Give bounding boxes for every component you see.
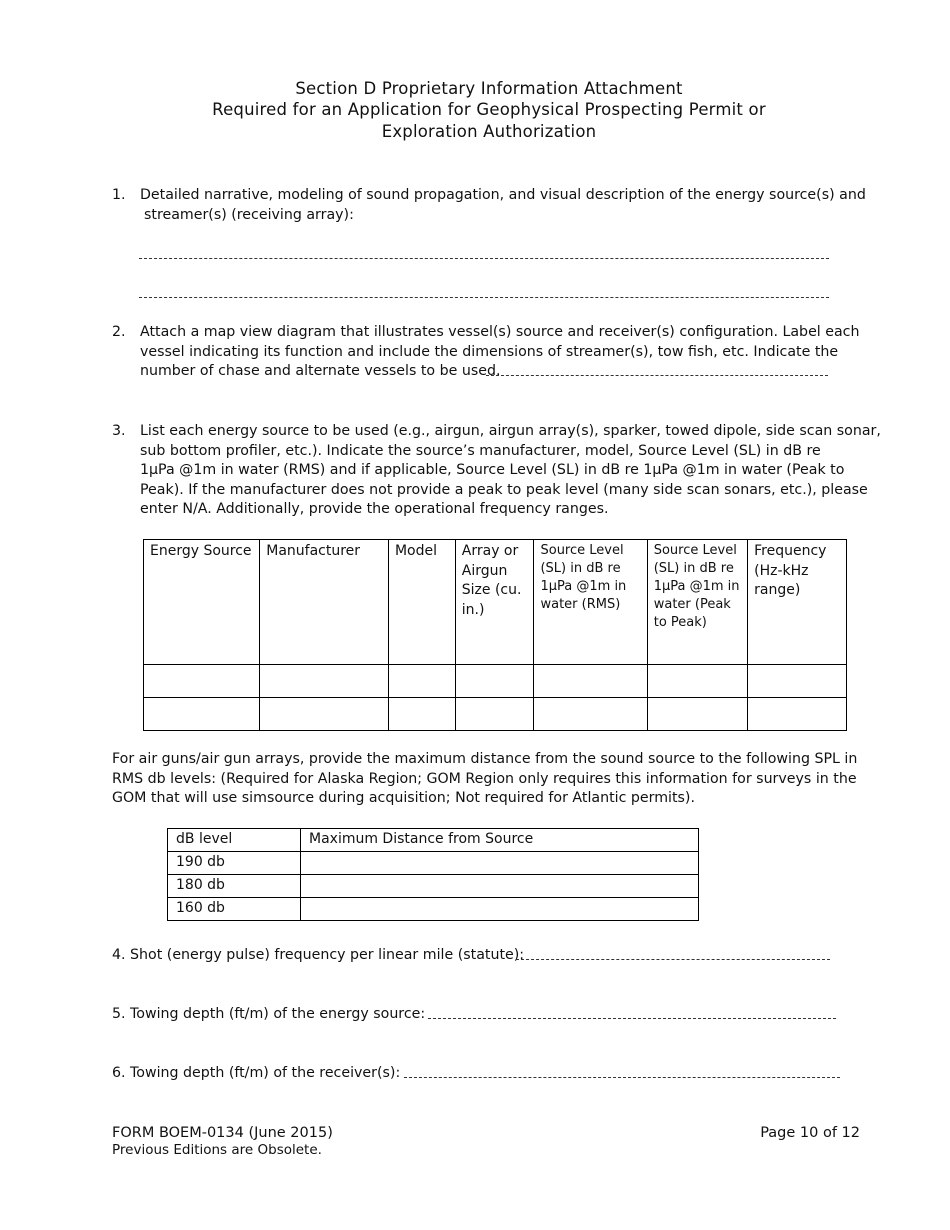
- table-cell[interactable]: [144, 698, 260, 731]
- table-row: [168, 852, 699, 875]
- db-level-190: 190 db: [168, 852, 301, 875]
- table-cell[interactable]: [388, 665, 455, 698]
- q1-line-2: streamer(s) (receiving array):: [144, 206, 354, 223]
- db-table-header-row: [168, 829, 699, 852]
- q6-label: 6. Towing depth (ft/m) of the receiver(s):: [112, 1065, 401, 1081]
- airgun-note: [112, 750, 902, 809]
- table-row: [168, 898, 699, 921]
- q3-text: [140, 422, 900, 520]
- db-level-180: 180 db: [168, 875, 301, 898]
- q2-number: 2.: [112, 324, 126, 340]
- header-manufacturer: Manufacturer: [260, 540, 389, 665]
- energy-source-table: [143, 539, 847, 731]
- q1-line-1: Detailed narrative, modeling of sound propagation, and visual description of the energy source(s) and: [140, 187, 866, 203]
- table-cell[interactable]: [748, 698, 847, 731]
- table-row: [144, 698, 847, 731]
- q5-answer-line[interactable]: [428, 1018, 836, 1019]
- table-cell[interactable]: [260, 665, 389, 698]
- table-cell[interactable]: [534, 698, 647, 731]
- header-array-size: Array or Airgun Size (cu. in.): [455, 540, 534, 665]
- table-row: [168, 875, 699, 898]
- table-cell[interactable]: [301, 898, 699, 921]
- q4-answer-line[interactable]: [516, 959, 830, 960]
- q1-answer-line-1[interactable]: [139, 258, 829, 259]
- header-source-level-peak: Source Level (SL) in dB re 1μPa @1m in water (Peak to Peak): [647, 540, 747, 665]
- table-row: [144, 665, 847, 698]
- header-frequency: Frequency (Hz-kHz range): [748, 540, 847, 665]
- table-cell[interactable]: [301, 852, 699, 875]
- q1-answer-line-2[interactable]: [139, 297, 829, 298]
- q3-line-1: List each energy source to be used (e.g., airgun, airgun array(s), sparker, towed dipole, side scan sonar,: [140, 423, 881, 439]
- airgun-note-line-2: RMS db levels: (Required for Alaska Region; GOM Region only requires this information for surveys in the: [112, 770, 857, 787]
- table-cell[interactable]: [455, 698, 534, 731]
- header-model: Model: [388, 540, 455, 665]
- title-line-2: Required for an Application for Geophysical Prospecting Permit or: [212, 100, 766, 119]
- q4-label: 4. Shot (energy pulse) frequency per linear mile (statute):: [112, 947, 525, 963]
- q3-line-2: sub bottom profiler, etc.). Indicate the source’s manufacturer, model, Source Level (SL) in dB re: [140, 442, 821, 459]
- table-cell[interactable]: [144, 665, 260, 698]
- table-cell[interactable]: [647, 698, 747, 731]
- page-number: Page 10 of 12: [760, 1125, 860, 1141]
- header-db-level: dB level: [168, 829, 301, 852]
- header-source-level-rms: Source Level (SL) in dB re 1μPa @1m in water (RMS): [534, 540, 647, 665]
- q3-line-3: 1μPa @1m in water (RMS) and if applicable, Source Level (SL) in dB re 1μPa @1m in water (Peak to: [140, 462, 845, 479]
- table-cell[interactable]: [534, 665, 647, 698]
- q5-label: 5. Towing depth (ft/m) of the energy source:: [112, 1006, 426, 1022]
- table-cell[interactable]: [647, 665, 747, 698]
- db-level-table: [167, 828, 699, 921]
- table-header-row: [144, 540, 847, 665]
- airgun-note-line-1: For air guns/air gun arrays, provide the maximum distance from the sound source to the following SPL in: [112, 751, 858, 767]
- table-cell[interactable]: [455, 665, 534, 698]
- table-cell[interactable]: [748, 665, 847, 698]
- q1-text: [140, 186, 880, 225]
- header-energy-source: Energy Source: [144, 540, 260, 665]
- table-cell[interactable]: [388, 698, 455, 731]
- title-line-1: Section D Proprietary Information Attachment: [295, 79, 683, 98]
- q2-line-1: Attach a map view diagram that illustrates vessel(s) source and receiver(s) configuration. Label each: [140, 324, 860, 340]
- q1-number: 1.: [112, 187, 126, 203]
- q2-line-3: number of chase and alternate vessels to be used.: [140, 363, 501, 380]
- q6-answer-line[interactable]: [404, 1077, 840, 1078]
- obsolete-notice: Previous Editions are Obsolete.: [112, 1142, 322, 1158]
- form-number: FORM BOEM-0134 (June 2015): [112, 1125, 333, 1141]
- q3-number: 3.: [112, 423, 126, 439]
- q3-line-4: Peak). If the manufacturer does not provide a peak to peak level (many side scan sonars, etc.), please: [140, 481, 868, 498]
- airgun-note-line-3: GOM that will use simsource during acquisition; Not required for Atlantic permits).: [112, 790, 695, 807]
- q2-line-2: vessel indicating its function and include the dimensions of streamer(s), tow fish, etc. Indicate the: [140, 343, 839, 360]
- q3-line-5: enter N/A. Additionally, provide the operational frequency ranges.: [140, 501, 609, 518]
- q2-text: [140, 323, 880, 382]
- header-max-distance: Maximum Distance from Source: [301, 829, 699, 852]
- q2-answer-line[interactable]: [486, 375, 828, 376]
- db-level-160: 160 db: [168, 898, 301, 921]
- title-line-3: Exploration Authorization: [381, 122, 597, 141]
- table-cell[interactable]: [301, 875, 699, 898]
- table-cell[interactable]: [260, 698, 389, 731]
